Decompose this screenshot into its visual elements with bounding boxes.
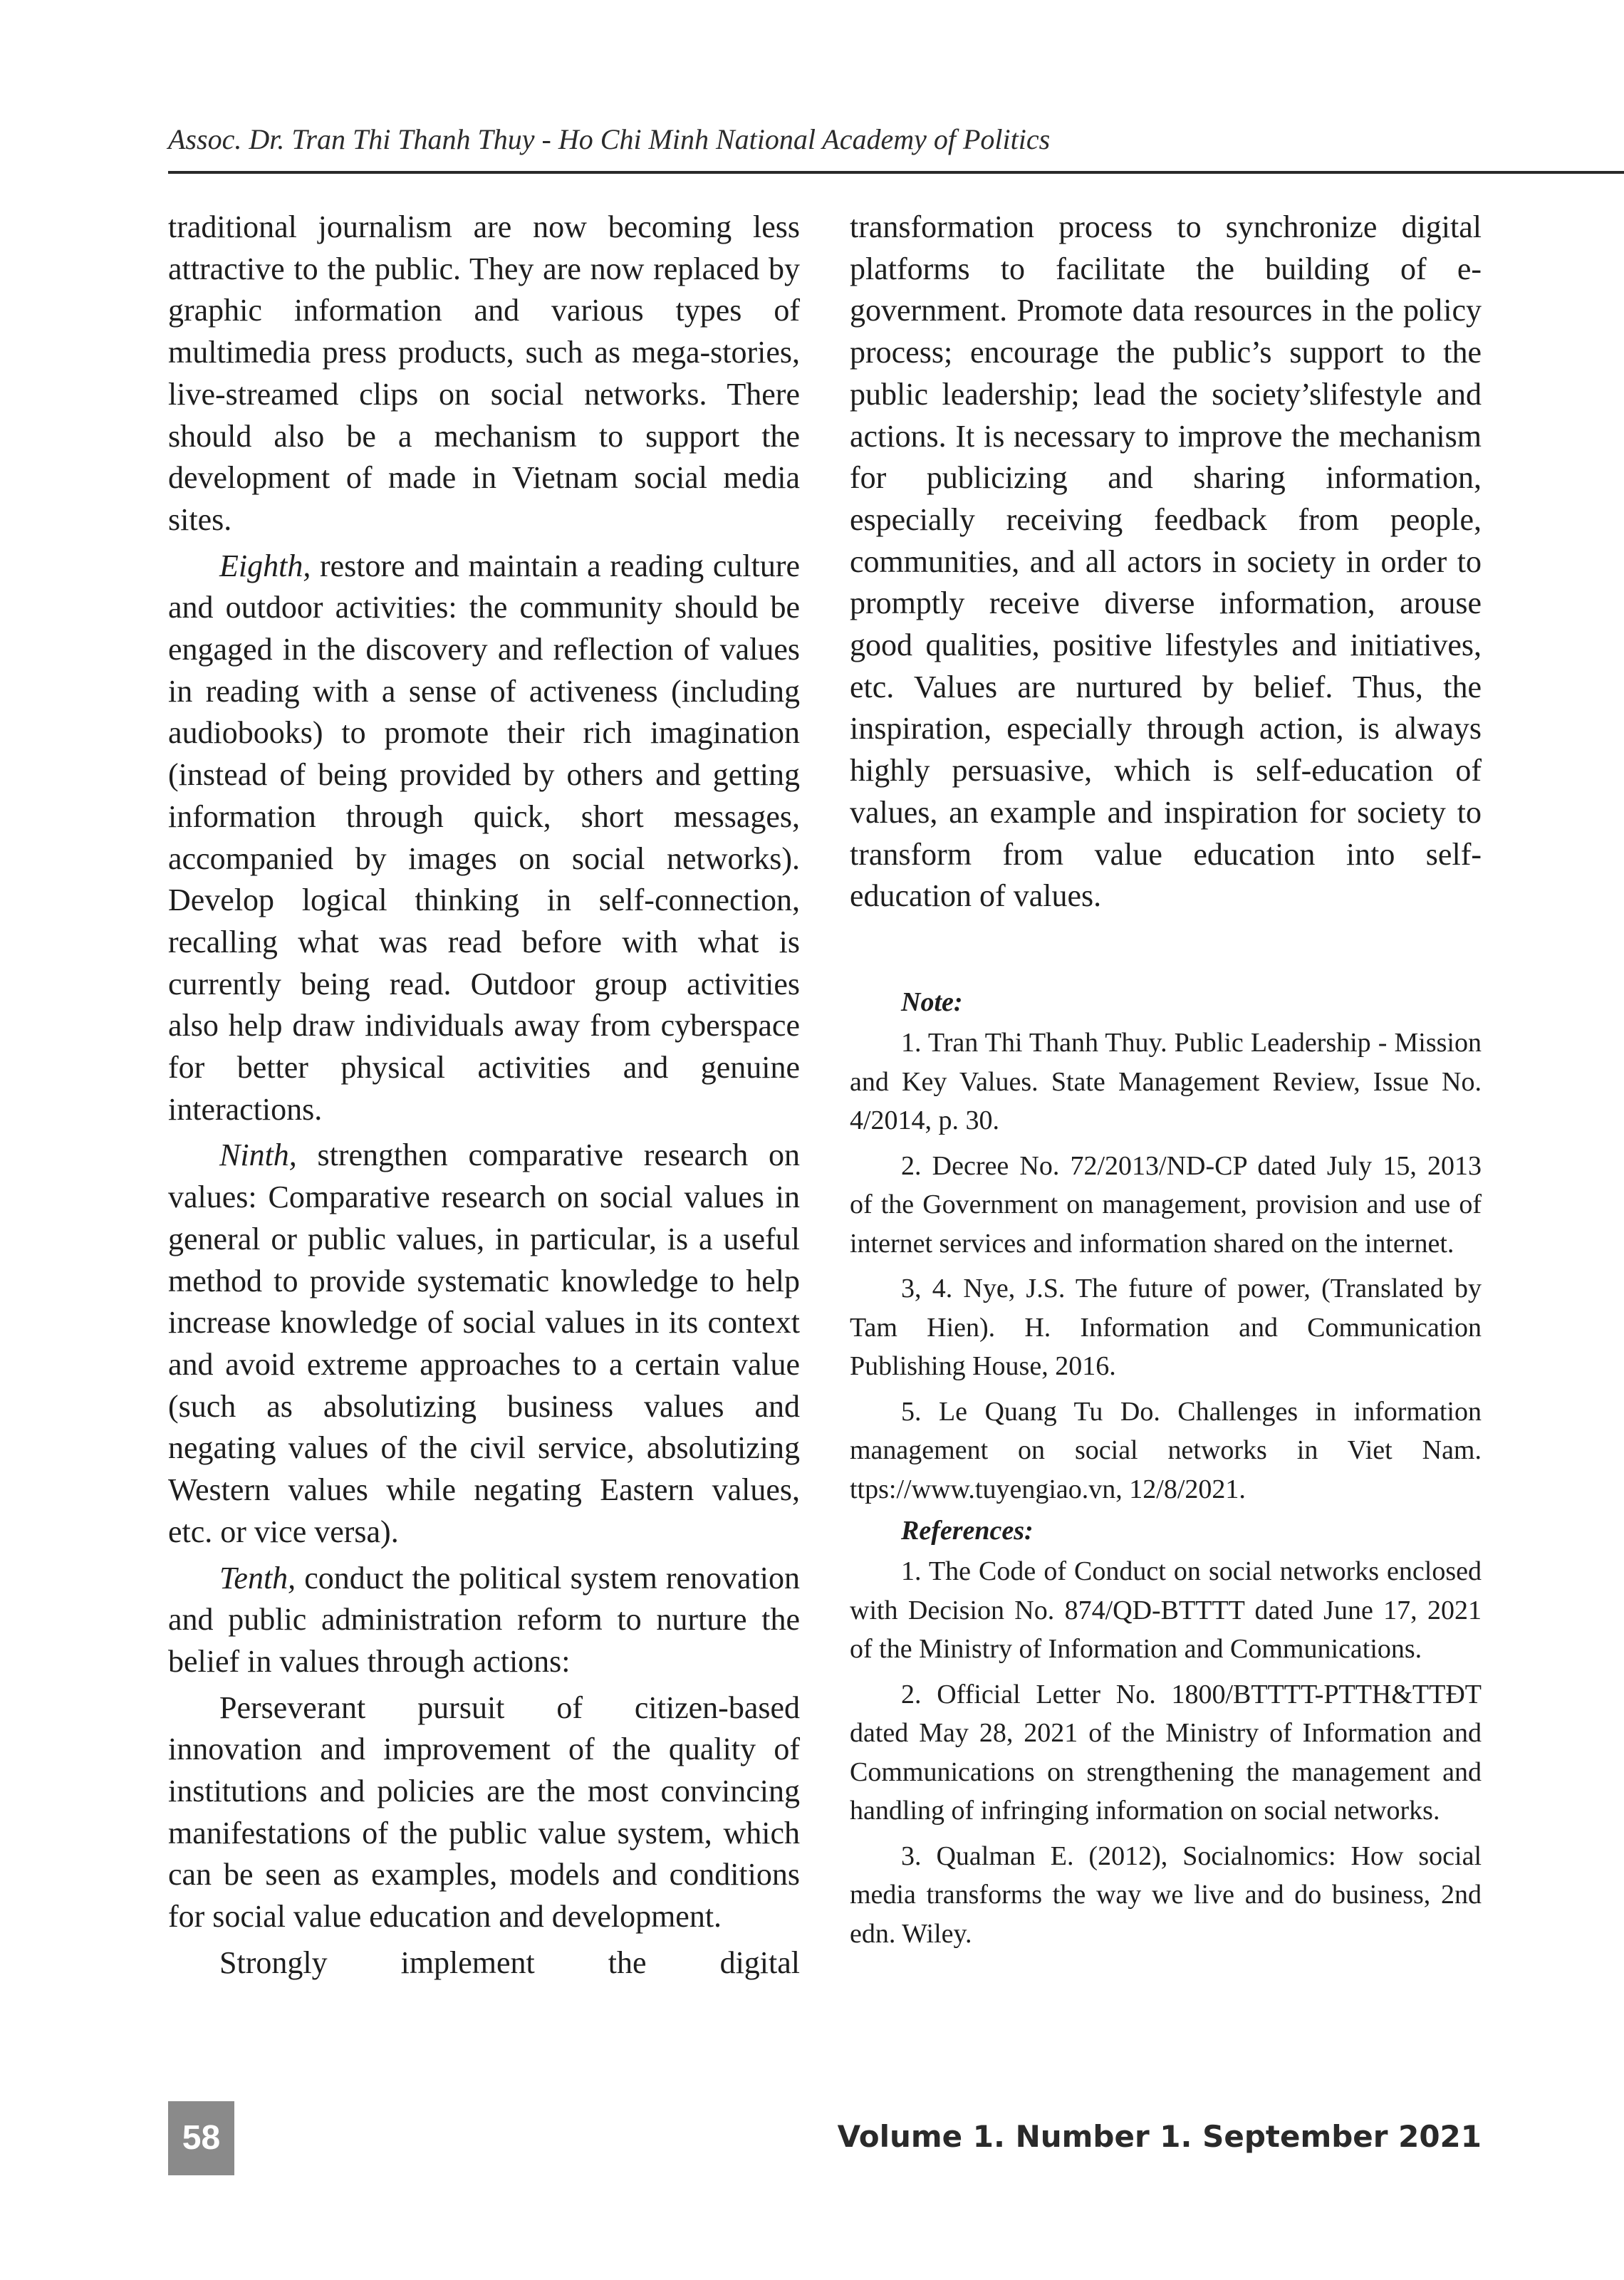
volume-info: Volume 1. Number 1. September 2021 bbox=[837, 2119, 1482, 2154]
note-item: 1. Tran Thi Thanh Thuy. Public Leadership - Mission and Key Values. State Management Review, Issue No. 4/2014, p. 30. bbox=[850, 1028, 1482, 1135]
paragraph-eighth bbox=[168, 546, 800, 1131]
right-column bbox=[850, 207, 1482, 917]
note-item: 5. Le Quang Tu Do. Challenges in information management on social networks in Viet Nam. ttps://www.tuyengiao.vn, 12/8/2021. bbox=[850, 1396, 1482, 1504]
note-item: 2. Decree No. 72/2013/ND-CP dated July 15, 2013 of the Government on management, provision and use of internet services and information shared on the internet. bbox=[850, 1150, 1482, 1259]
notes-title: Note: bbox=[901, 987, 963, 1017]
reference-item: 3. Qualman E. (2012), Socialnomics: How social media transforms the way we live and do business, 2nd edn. Wiley. bbox=[850, 1841, 1482, 1949]
paragraph: Perseverant pursuit of citizen-based innovation and improvement of the quality of institutions and policies are the most convincing manifestations of the public value system, which can be seen as examples, models and conditions for social value education and development. bbox=[168, 1690, 800, 1935]
paragraph-ninth bbox=[168, 1135, 800, 1553]
paragraph-tenth bbox=[168, 1558, 800, 1683]
paragraph: traditional journalism are now becoming less attractive to the public. They are now replaced by graphic information and various types of multimedia press products, such as mega-stories, live-streamed clips on social networks. There should also be a mechanism to support the development of made in Vietnam social media sites. bbox=[168, 209, 800, 537]
paragraph-lead: Eighth, bbox=[219, 548, 311, 583]
header-rule bbox=[168, 171, 1624, 174]
paragraph-lead: Tenth, bbox=[219, 1560, 296, 1596]
paragraph: transformation process to synchronize digital platforms to facilitate the building of e-government. Promote data resources in the policy process; encourage the public’s support to the public leadership; lead the society’slifestyle and actions. It is necessary to improve the mechanism for publicizing and sharing information, especially receiving feedback from people, communities, and all actors in society in order to promptly receive diverse information, arouse good qualities, positive lifestyles and initiatives, etc. Values are nurtured by belief. Thus, the inspiration, especially through action, is always highly persuasive, which is self-education of values, an example and inspiration for society to transform from value education into self-education of values. bbox=[850, 209, 1482, 914]
paragraph: Strongly implement the digital bbox=[219, 1945, 800, 1980]
notes-section bbox=[850, 987, 1482, 1959]
left-column bbox=[168, 207, 800, 1984]
reference-item: 1. The Code of Conduct on social networks enclosed with Decision No. 874/QD-BTTTT dated June 17, 2021 of the Ministry of Information and Communications. bbox=[850, 1556, 1482, 1664]
paragraph-body: restore and maintain a reading culture and outdoor activities: the community should be engaged in the discovery and reflection of values in reading with a sense of activeness (including audiobooks) to promote their rich imagination (instead of being provided by others and getting information through quick, short messages, accompanied by images on social networks). Develop logical thinking in self-connection, recalling what was read before with what is currently being read. Outdoor group activities also help draw individuals away from cyberspace for better physical activities and genuine interactions. bbox=[168, 548, 800, 1127]
paragraph-body: conduct the political system renovation and public administration reform to nurture the belief in values through actions: bbox=[168, 1560, 800, 1679]
note-item: 3, 4. Nye, J.S. The future of power, (Translated by Tam Hien). H. Information and Communication Publishing House, 2016. bbox=[850, 1274, 1482, 1381]
page-number: 58 bbox=[168, 2101, 234, 2175]
running-head: Assoc. Dr. Tran Thi Thanh Thuy - Ho Chi Minh National Academy of Politics bbox=[168, 123, 1051, 155]
references-title: References: bbox=[901, 1516, 1034, 1546]
paragraph-lead: Ninth, bbox=[219, 1138, 297, 1173]
paragraph-body: strengthen comparative research on values: Comparative research on social values in general or public values, in particular, is a useful method to provide systematic knowledge to help increase knowledge of social values in its context and avoid extreme approaches to a certain value (such as absolutizing business values and negating values of the civil service, absolutizing Western values while negating Eastern values, etc. or vice versa). bbox=[168, 1138, 800, 1549]
reference-item: 2. Official Letter No. 1800/BTTTT-PTTH&TTĐT dated May 28, 2021 of the Ministry of Information and Communications on strengthening the management and handling of infringing information on social networks. bbox=[850, 1679, 1482, 1826]
